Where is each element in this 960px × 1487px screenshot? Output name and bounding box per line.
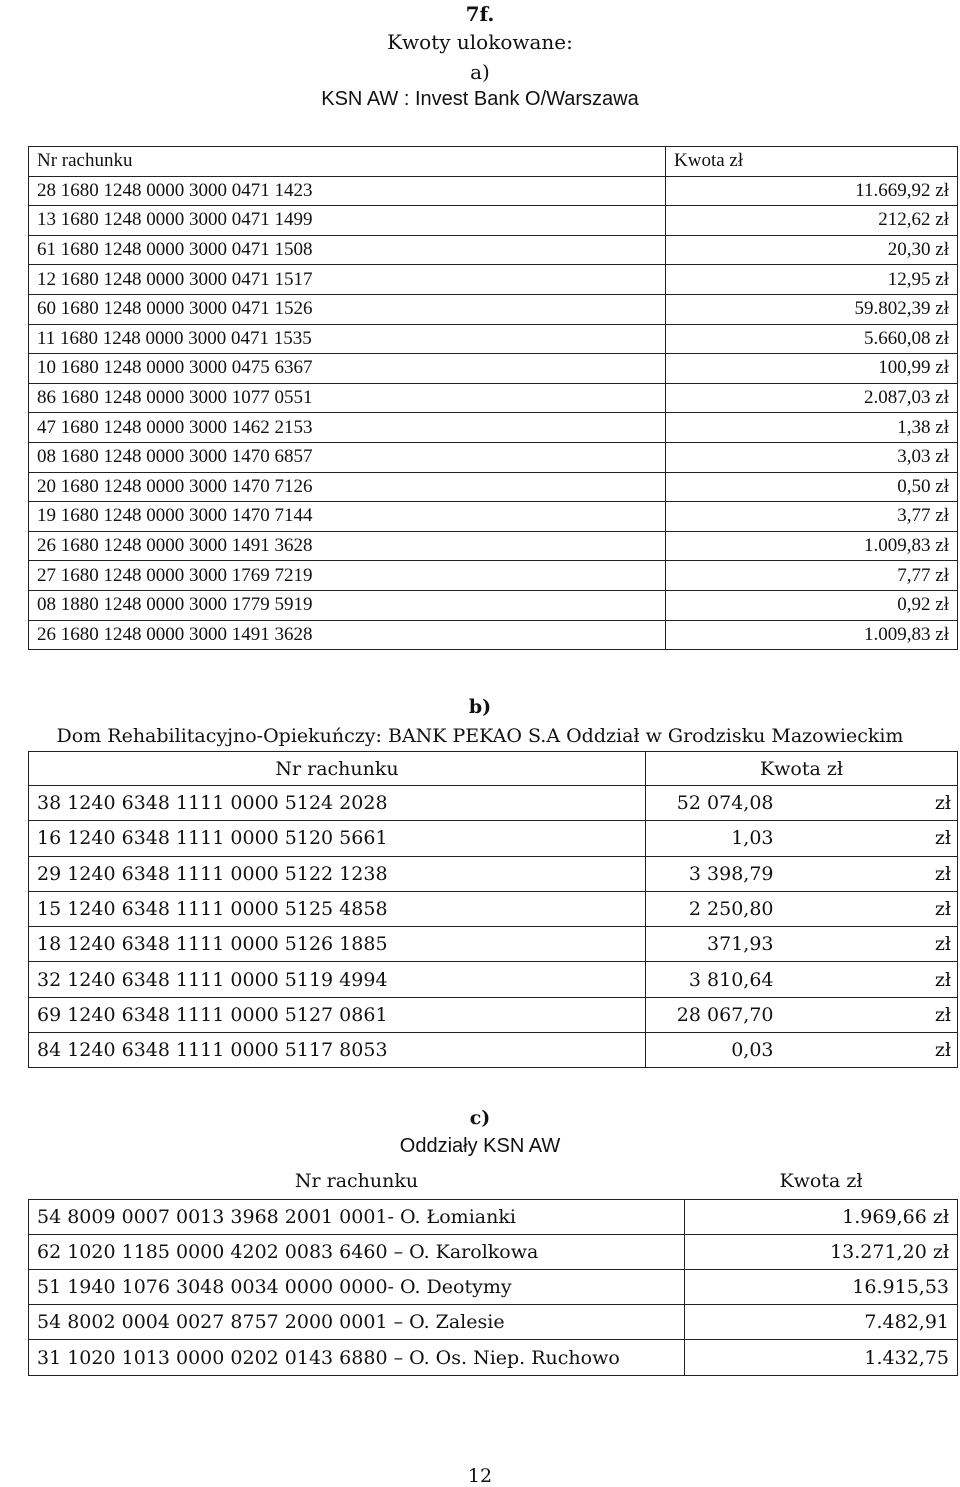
account-number: 28 1680 1248 0000 3000 0471 1423 bbox=[29, 176, 666, 206]
section-b-bank: Dom Rehabilitacyjno-Opiekuńczy: BANK PEKAO S.A Oddział w Grodzisku Mazowieckim bbox=[56, 725, 904, 747]
table-row bbox=[29, 206, 958, 236]
account-number: 16 1240 6348 1111 0000 5120 5661 bbox=[29, 821, 646, 856]
amount: 13.271,20 zł bbox=[685, 1234, 958, 1269]
amount: 7.482,91 bbox=[685, 1305, 958, 1340]
table-row bbox=[29, 561, 958, 591]
account-number: 29 1240 6348 1111 0000 5122 1238 bbox=[29, 856, 646, 891]
table-a bbox=[28, 146, 958, 650]
amount: 0,03 bbox=[646, 1033, 802, 1068]
amount: 0,50 zł bbox=[666, 472, 958, 502]
currency: zł bbox=[802, 891, 958, 926]
col-account-header: Nr rachunku bbox=[29, 147, 666, 177]
table-row bbox=[29, 472, 958, 502]
table-row bbox=[29, 856, 958, 891]
amount: 20,30 zł bbox=[666, 235, 958, 265]
section-b-label: b) bbox=[468, 696, 492, 718]
table-row bbox=[29, 1340, 958, 1375]
account-number: 08 1880 1248 0000 3000 1779 5919 bbox=[29, 590, 666, 620]
amount: 28 067,70 bbox=[646, 997, 802, 1032]
table-row bbox=[29, 927, 958, 962]
page-number: 12 bbox=[467, 1465, 493, 1487]
amount: 52 074,08 bbox=[646, 786, 802, 821]
table-row bbox=[29, 1270, 958, 1305]
table-b-header bbox=[29, 752, 958, 786]
account-number: 62 1020 1185 0000 4202 0083 6460 – O. Karolkowa bbox=[29, 1234, 685, 1269]
section-c-label: c) bbox=[469, 1107, 491, 1129]
table-row bbox=[29, 1305, 958, 1340]
amount: 3,77 zł bbox=[666, 502, 958, 532]
col-account-header: Nr rachunku bbox=[294, 1170, 419, 1193]
currency: zł bbox=[802, 856, 958, 891]
account-number: 32 1240 6348 1111 0000 5119 4994 bbox=[29, 962, 646, 997]
account-number: 38 1240 6348 1111 0000 5124 2028 bbox=[29, 786, 646, 821]
currency: zł bbox=[802, 1033, 958, 1068]
account-number: 47 1680 1248 0000 3000 1462 2153 bbox=[29, 413, 666, 443]
amount: 3 398,79 bbox=[646, 856, 802, 891]
account-number: 60 1680 1248 0000 3000 0471 1526 bbox=[29, 294, 666, 324]
col-amount-header: Kwota zł bbox=[779, 1170, 863, 1193]
table-row bbox=[29, 413, 958, 443]
table-row bbox=[29, 383, 958, 413]
amount: 1,38 zł bbox=[666, 413, 958, 443]
section-number: 7f. bbox=[465, 2, 495, 26]
amount: 1.969,66 zł bbox=[685, 1199, 958, 1234]
table-row bbox=[29, 1234, 958, 1269]
amount: 100,99 zł bbox=[666, 354, 958, 384]
account-number: 31 1020 1013 0000 0202 0143 6880 – O. Os. Niep. Ruchowo bbox=[29, 1340, 685, 1375]
table-row bbox=[29, 235, 958, 265]
amount: 2.087,03 zł bbox=[666, 383, 958, 413]
amount: 1.432,75 bbox=[685, 1340, 958, 1375]
table-row bbox=[29, 354, 958, 384]
table-row bbox=[29, 590, 958, 620]
account-number: 86 1680 1248 0000 3000 1077 0551 bbox=[29, 383, 666, 413]
account-number: 51 1940 1076 3048 0034 0000 0000- O. Deotymy bbox=[29, 1270, 685, 1305]
amount: 16.915,53 bbox=[685, 1270, 958, 1305]
table-row bbox=[29, 821, 958, 856]
account-number: 18 1240 6348 1111 0000 5126 1885 bbox=[29, 927, 646, 962]
amount: 5.660,08 zł bbox=[666, 324, 958, 354]
section-a-label: a) bbox=[470, 60, 490, 84]
table-row bbox=[29, 176, 958, 206]
table-row bbox=[29, 324, 958, 354]
account-number: 26 1680 1248 0000 3000 1491 3628 bbox=[29, 531, 666, 561]
table-row bbox=[29, 620, 958, 650]
amount: 11.669,92 zł bbox=[666, 176, 958, 206]
table-c-header bbox=[29, 1164, 958, 1199]
currency: zł bbox=[802, 997, 958, 1032]
amount: 1.009,83 zł bbox=[666, 531, 958, 561]
table-row bbox=[29, 265, 958, 295]
amount: 0,92 zł bbox=[666, 590, 958, 620]
amount: 12,95 zł bbox=[666, 265, 958, 295]
account-number: 15 1240 6348 1111 0000 5125 4858 bbox=[29, 891, 646, 926]
account-number: 69 1240 6348 1111 0000 5127 0861 bbox=[29, 997, 646, 1032]
table-row bbox=[29, 1033, 958, 1068]
table-row bbox=[29, 786, 958, 821]
account-number: 08 1680 1248 0000 3000 1470 6857 bbox=[29, 442, 666, 472]
table-row bbox=[29, 442, 958, 472]
amount: 2 250,80 bbox=[646, 891, 802, 926]
table-b bbox=[28, 751, 958, 1068]
table-c bbox=[28, 1164, 958, 1376]
account-number: 20 1680 1248 0000 3000 1470 7126 bbox=[29, 472, 666, 502]
amount: 3,03 zł bbox=[666, 442, 958, 472]
account-number: 26 1680 1248 0000 3000 1491 3628 bbox=[29, 620, 666, 650]
account-number: 11 1680 1248 0000 3000 0471 1535 bbox=[29, 324, 666, 354]
col-account-header: Nr rachunku bbox=[29, 752, 646, 786]
currency: zł bbox=[802, 962, 958, 997]
amount: 59.802,39 zł bbox=[666, 294, 958, 324]
table-row bbox=[29, 962, 958, 997]
table-row bbox=[29, 997, 958, 1032]
section-a-bank: KSN AW : Invest Bank O/Warszawa bbox=[321, 88, 639, 110]
amount: 212,62 zł bbox=[666, 206, 958, 236]
page-title: Kwoty ulokowane: bbox=[387, 30, 573, 54]
account-number: 10 1680 1248 0000 3000 0475 6367 bbox=[29, 354, 666, 384]
col-amount-header: Kwota zł bbox=[646, 752, 958, 786]
account-number: 84 1240 6348 1111 0000 5117 8053 bbox=[29, 1033, 646, 1068]
amount: 1,03 bbox=[646, 821, 802, 856]
account-number: 12 1680 1248 0000 3000 0471 1517 bbox=[29, 265, 666, 295]
account-number: 13 1680 1248 0000 3000 0471 1499 bbox=[29, 206, 666, 236]
account-number: 54 8002 0004 0027 8757 2000 0001 – O. Zalesie bbox=[29, 1305, 685, 1340]
currency: zł bbox=[802, 927, 958, 962]
amount: 1.009,83 zł bbox=[666, 620, 958, 650]
account-number: 54 8009 0007 0013 3968 2001 0001- O. Łomianki bbox=[29, 1199, 685, 1234]
col-amount-header: Kwota zł bbox=[666, 147, 958, 177]
amount: 3 810,64 bbox=[646, 962, 802, 997]
account-number: 19 1680 1248 0000 3000 1470 7144 bbox=[29, 502, 666, 532]
table-row bbox=[29, 1199, 958, 1234]
account-number: 61 1680 1248 0000 3000 0471 1508 bbox=[29, 235, 666, 265]
currency: zł bbox=[802, 786, 958, 821]
currency: zł bbox=[802, 821, 958, 856]
amount: 371,93 bbox=[646, 927, 802, 962]
table-row bbox=[29, 891, 958, 926]
table-row bbox=[29, 531, 958, 561]
table-a-header bbox=[29, 147, 958, 177]
amount: 7,77 zł bbox=[666, 561, 958, 591]
table-row bbox=[29, 294, 958, 324]
section-c-title: Oddziały KSN AW bbox=[399, 1135, 561, 1157]
table-row bbox=[29, 502, 958, 532]
account-number: 27 1680 1248 0000 3000 1769 7219 bbox=[29, 561, 666, 591]
